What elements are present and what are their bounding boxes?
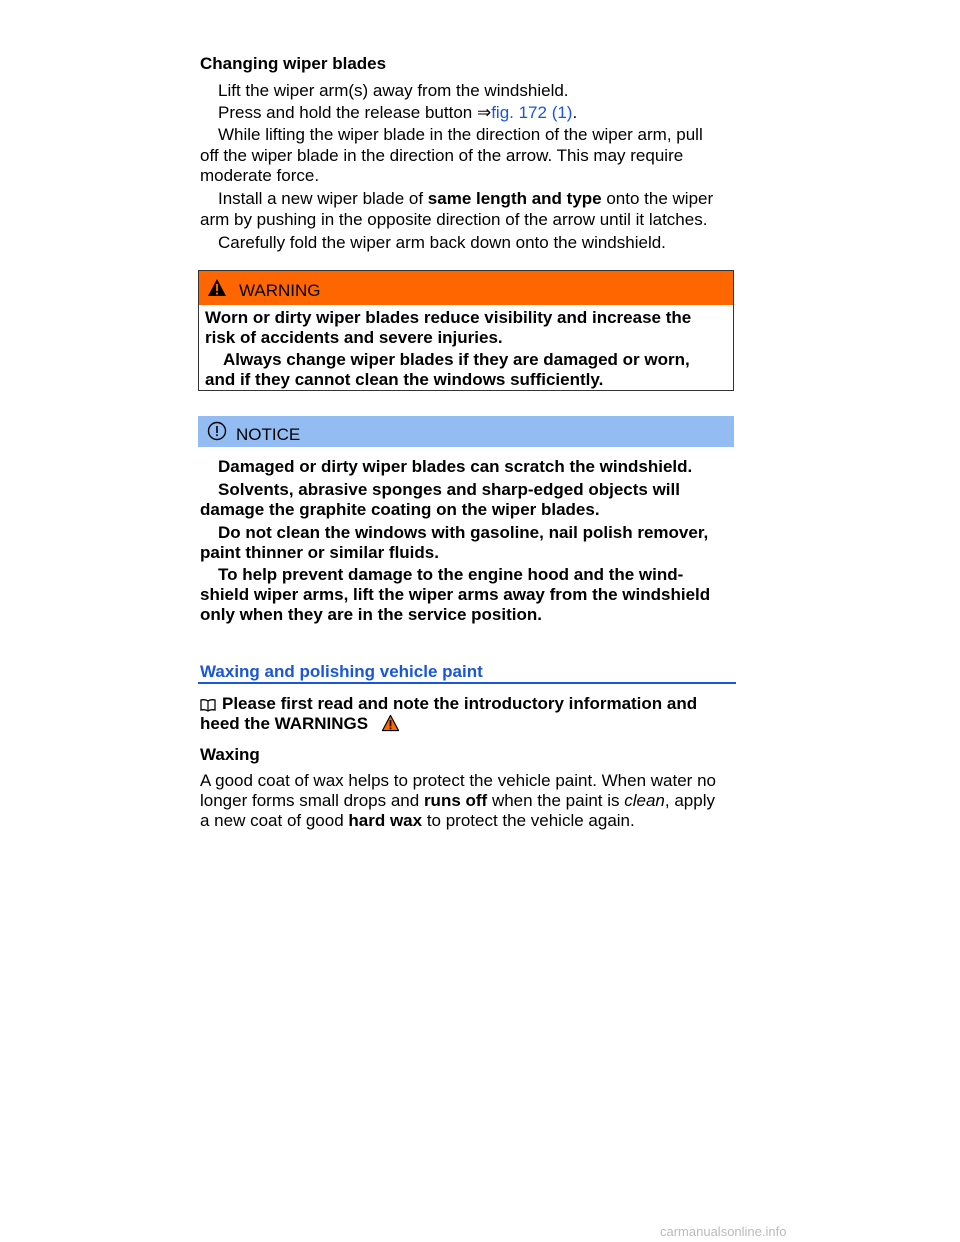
para-2-italic: clean: [624, 791, 665, 810]
notice-header: [198, 416, 734, 447]
intro-line-1: [200, 694, 697, 714]
step-4-bold: same length and type: [427, 189, 602, 208]
warning-triangle-icon: [207, 278, 227, 297]
step-3-line-1: While lifting the wiper blade in the direction of the wiper arm, pull: [218, 125, 703, 144]
warning-box: [198, 270, 734, 391]
warning-line-1: Worn or dirty wiper blades reduce visibility and increase the: [205, 308, 692, 327]
section-divider: [198, 682, 736, 684]
notice-item-3-line-1: Do not clean the windows with gasoline, nail polish remover,: [218, 523, 709, 542]
step-4-line-2: arm by pushing in the opposite direction of the arrow until it latches.: [200, 210, 708, 229]
waxing-para-line-1: A good coat of wax helps to protect the vehicle paint. When water no: [200, 771, 716, 790]
figure-link[interactable]: fig. 172 (1): [491, 103, 573, 122]
para-2-pre: longer forms small drops and: [200, 791, 424, 810]
notice-item-3-line-2: paint thinner or similar fluids.: [200, 543, 439, 562]
intro-line-2: [200, 714, 400, 734]
step-4-line-1: [218, 189, 713, 209]
arrow-icon: ⇒: [476, 103, 492, 122]
intro-text-2: heed the WARNINGS: [200, 714, 369, 733]
para-2-mid: when the paint is: [487, 791, 625, 810]
warning-triangle-icon: [381, 714, 400, 732]
notice-label: NOTICE: [236, 425, 301, 444]
open-book-icon: [200, 698, 216, 712]
section-heading: Changing wiper blades: [200, 54, 387, 73]
waxing-para-line-3: [200, 811, 635, 831]
step-1: Lift the wiper arm(s) away from the windshield.: [218, 81, 569, 100]
warning-line-4: and if they cannot clean the windows sufficiently.: [205, 370, 604, 389]
step-4-post: onto the wiper: [601, 189, 714, 208]
warning-line-2: risk of accidents and severe injuries.: [205, 328, 503, 347]
waxing-para-line-2: [200, 791, 715, 811]
exclamation-circle-icon: [207, 421, 227, 441]
warning-line-3: Always change wiper blades if they are damaged or worn,: [223, 350, 690, 369]
section-title-waxing: Waxing and polishing vehicle paint: [200, 662, 483, 681]
warning-header: [199, 271, 733, 305]
intro-text-1: Please first read and note the introductory information and: [222, 694, 698, 713]
para-3-pre: a new coat of good: [200, 811, 349, 830]
step-3-line-3: moderate force.: [200, 166, 320, 185]
step-3-line-2: off the wiper blade in the direction of the arrow. This may require: [200, 146, 684, 165]
para-2-post: , apply: [664, 791, 715, 810]
notice-item-4-line-1: To help prevent damage to the engine hood and the wind-: [218, 565, 684, 584]
para-2-bold: runs off: [423, 791, 488, 810]
para-3-post: to protect the vehicle again.: [422, 811, 635, 830]
notice-item-2-line-2: damage the graphite coating on the wiper blades.: [200, 500, 600, 519]
notice-item-2-line-1: Solvents, abrasive sponges and sharp-edged objects will: [218, 480, 680, 499]
step-2-end: .: [572, 103, 578, 122]
para-3-bold: hard wax: [348, 811, 423, 830]
step-4-pre: Install a new wiper blade of: [218, 189, 428, 208]
step-2-text: Press and hold the release button: [218, 103, 477, 122]
step-2: [218, 103, 577, 123]
step-5: Carefully fold the wiper arm back down onto the windshield.: [218, 233, 666, 252]
waxing-heading: Waxing: [200, 745, 260, 764]
watermark: carmanualsonline.info: [660, 1224, 787, 1239]
warning-label: WARNING: [239, 281, 321, 300]
notice-item-1: Damaged or dirty wiper blades can scratch the windshield.: [218, 457, 693, 476]
notice-item-4-line-2: shield wiper arms, lift the wiper arms away from the windshield: [200, 585, 711, 604]
notice-item-4-line-3: only when they are in the service position.: [200, 605, 542, 624]
